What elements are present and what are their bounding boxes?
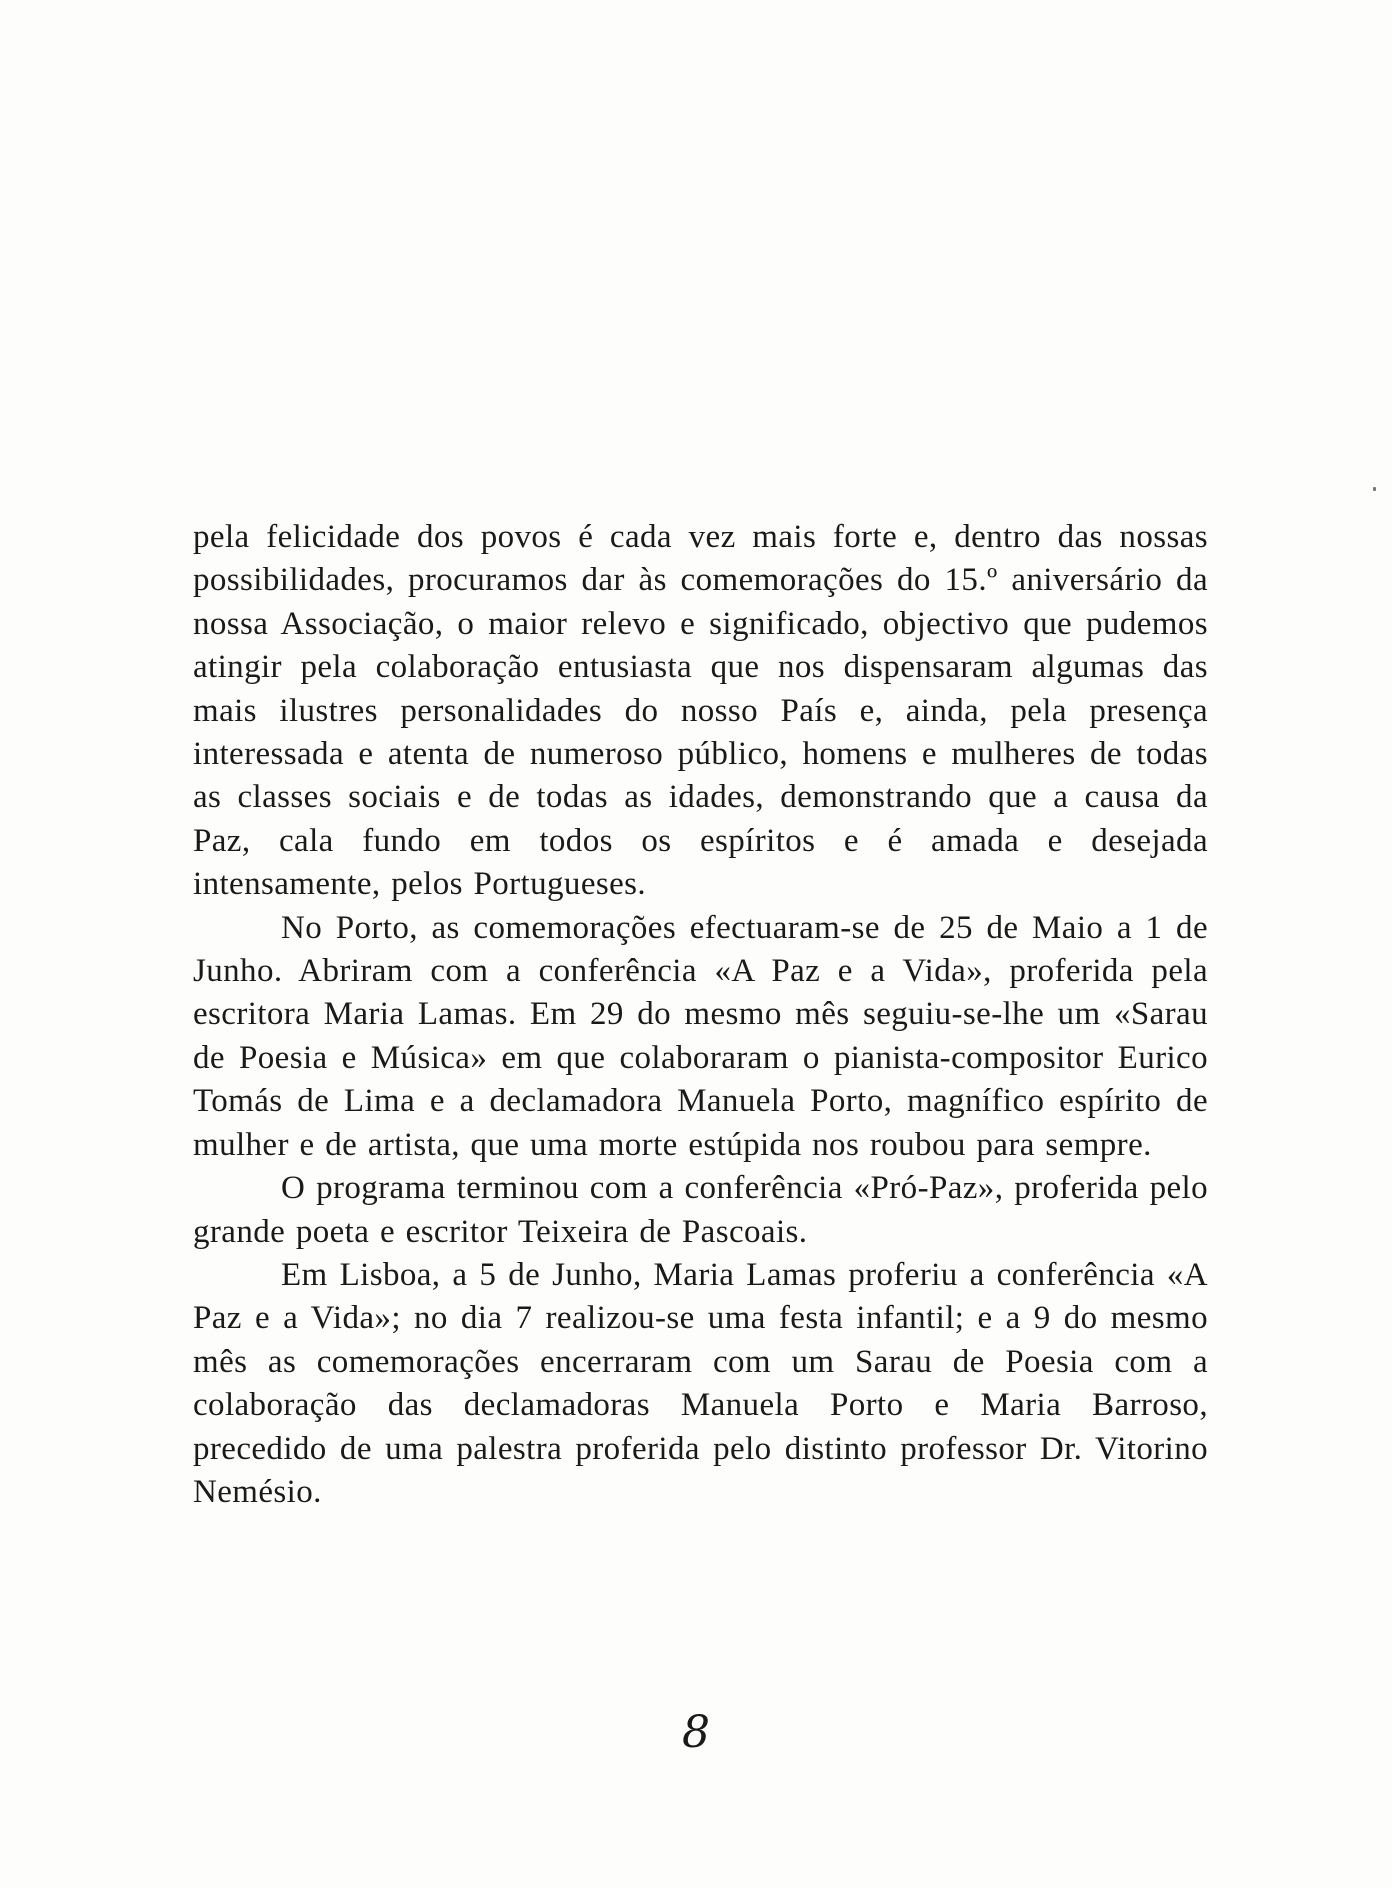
page-number: 8: [682, 1707, 710, 1758]
paragraph-continuation: pela felicidade dos povos é cada vez mais forte e, dentro das nossas possibilidades, procuramos dar às comemorações do 15.º aniversário da nossa Associação, o maior relevo e significado, objectivo que pudemos atingir pela colaboração entusiasta que nos dispensaram algumas das mais ilustres personalidades do nosso País e, ainda, pela presença interessada e atenta de numeroso público, homens e mulheres de todas as classes sociais e de todas as idades, demonstrando que a causa da Paz, cala fundo em todos os espíritos e é amada e desejada intensamente, pelos Portugueses.: [193, 519, 1208, 903]
paragraph-programa: O programa terminou com a conferência «Pró-Paz», proferida pelo grande poeta e escritor Teixeira de Pascoais.: [193, 1170, 1208, 1250]
scan-speck: [1373, 487, 1376, 491]
paragraph-lisboa: Em Lisboa, a 5 de Junho, Maria Lamas proferiu a conferência «A Paz e a Vida»; no dia 7 realizou-se uma festa infantil; e a 9 do mesmo mês as comemorações encerraram com um Sarau de Poesia com a colaboração das declamadoras Manuela Porto e Maria Barroso, precedido de uma palestra proferida pelo distinto professor Dr. Vitorino Nemésio.: [193, 1256, 1208, 1510]
body-text: [193, 516, 1208, 1514]
paragraph-porto: No Porto, as comemorações efectuaram-se de 25 de Maio a 1 de Junho. Abriram com a conferência «A Paz e a Vida», proferida pela escritora Maria Lamas. Em 29 do mesmo mês seguiu-se-lhe um «Sarau de Poesia e Música» em que colaboraram o pianista-compositor Eurico Tomás de Lima e a declamadora Manuela Porto, magnífico espírito de mulher e de artista, que uma morte estúpida nos roubou para sempre.: [193, 909, 1208, 1163]
